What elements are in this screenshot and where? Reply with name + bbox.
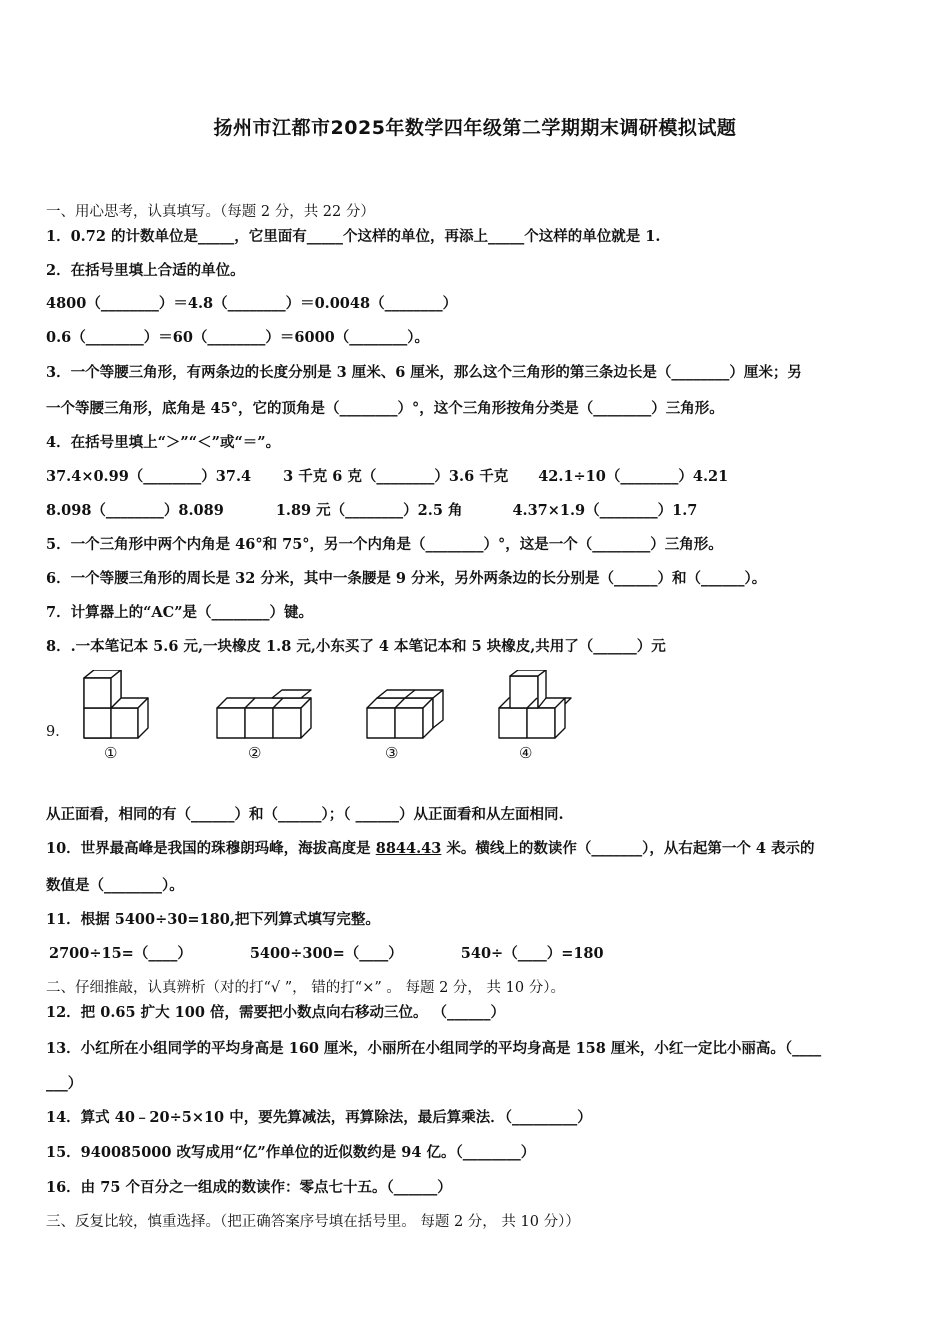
compare-item: 37.4×0.99（________）37.4 — [46, 468, 252, 485]
page-title: 扬州市江都市2025年数学四年级第二学期期末调研模拟试题 — [213, 117, 737, 139]
question-10-line-a — [46, 839, 815, 859]
figure-4-cubes — [499, 670, 571, 738]
question-11-row — [49, 944, 604, 964]
question-1: 1．0.72 的计数单位是_____，它里面有_____个这样的单位，再添上_____个这样的单位就是 1. — [46, 228, 661, 245]
question-4: 4．在括号里填上“＞”“＜”或“＝”。 — [46, 434, 281, 451]
figure-label-2: ② — [248, 744, 262, 762]
question-2: 2．在括号里填上合适的单位。 — [46, 262, 245, 279]
question-2-line-b: 0.6（________）＝60（________）＝6000（________）。 — [46, 329, 430, 346]
section-3-heading: 三、反复比较，慎重选择。（把正确答案序号填在括号里。 每题 2 分， 共 10 分）） — [46, 1214, 580, 1230]
section-2-heading: 二、仔细推敲，认真辨析（对的打“√ ”， 错的打“×” 。 每题 2 分， 共 10 分）。 — [46, 980, 565, 996]
question-3-line-a: 3．一个等腰三角形，有两条边的长度分别是 3 厘米、6 厘米，那么这个三角形的第三条边长是（________）厘米；另 — [46, 364, 802, 381]
compare-item: 4.37×1.9（________）1.7 — [512, 502, 698, 519]
figure-label-1: ① — [104, 744, 118, 762]
question-3-line-b: 一个等腰三角形，底角是 45°，它的顶角是（________）°，这个三角形按角分类是（________）三角形。 — [46, 400, 724, 417]
question-13-line-a: 13．小红所在小组同学的平均身高是 160 厘米，小丽所在小组同学的平均身高是 158 厘米，小红一定比小丽高。（____ — [46, 1040, 822, 1057]
question-5: 5．一个三角形中两个内角是 46°和 75°，另一个内角是（________）°，这是一个（________）三角形。 — [46, 536, 723, 553]
question-11: 11．根据 5400÷30=180,把下列算式填写完整。 — [46, 911, 380, 928]
compare-item: 42.1÷10（________）4.21 — [538, 468, 729, 485]
question-4-row-1 — [46, 467, 728, 487]
underlined-number: 8844.43 — [375, 840, 442, 857]
question-4-row-2 — [46, 501, 697, 521]
question-10-line-b: 数值是（________）。 — [46, 877, 184, 894]
question-12: 12．把 0.65 扩大 100 倍，需要把小数点向右移动三位。 （______） — [46, 1004, 505, 1021]
question-7: 7．计算器上的“AC”是（________）键。 — [46, 604, 314, 621]
question-16: 16．由 75 个百分之一组成的数读作：零点七十五。（______） — [46, 1179, 452, 1196]
cube-figures-svg — [40, 670, 600, 770]
question-15: 15．940085000 改写成用“亿”作单位的近似数约是 94 亿。（________） — [46, 1144, 536, 1161]
compare-item: 1.89 元（________）2.5 角 — [275, 502, 463, 519]
q10-text-post: 米。横线上的数读作（_______），从右起第一个 4 表示的 — [441, 840, 815, 857]
figure-2-cubes — [217, 690, 311, 738]
question-9-number: 9． — [46, 724, 70, 740]
question-2-line-a: 4800（________）＝4.8（________）＝0.0048（________） — [46, 295, 458, 312]
question-14: 14．算式 40﹣20÷5×10 中，要先算减法，再算除法，最后算乘法．（_________） — [46, 1109, 592, 1126]
section-1-heading: 一、用心思考，认真填写。（每题 2 分，共 22 分） — [46, 204, 375, 220]
q10-text-pre: 10．世界最高峰是我国的珠穆朗玛峰，海拔高度是 — [46, 840, 376, 857]
question-9-text: 从正面看，相同的有（______）和（______）；（ ______）从正面看和从左面相同. — [46, 806, 564, 823]
compare-item: 8.098（________）8.089 — [46, 502, 224, 519]
figure-label-4: ④ — [519, 744, 533, 762]
question-8: 8．.一本笔记本 5.6 元,一块橡皮 1.8 元,小东买了 4 本笔记本和 5 块橡皮,共用了（______）元 — [46, 638, 666, 655]
figure-3-cubes — [367, 690, 443, 738]
cube-figures — [40, 670, 600, 770]
figure-1-cubes — [84, 670, 148, 738]
equation-item: 5400÷300=（____） — [249, 945, 403, 962]
equation-item: 2700÷15=（____） — [49, 945, 192, 962]
figure-label-3: ③ — [385, 744, 399, 762]
question-6: 6．一个等腰三角形的周长是 32 分米，其中一条腰是 9 分米，另外两条边的长分别是（______）和（______）。 — [46, 570, 767, 587]
equation-item: 540÷（____）=180 — [460, 945, 604, 962]
question-13-line-b: ___） — [46, 1075, 83, 1092]
compare-item: 3 千克 6 克（________）3.6 千克 — [283, 468, 509, 485]
